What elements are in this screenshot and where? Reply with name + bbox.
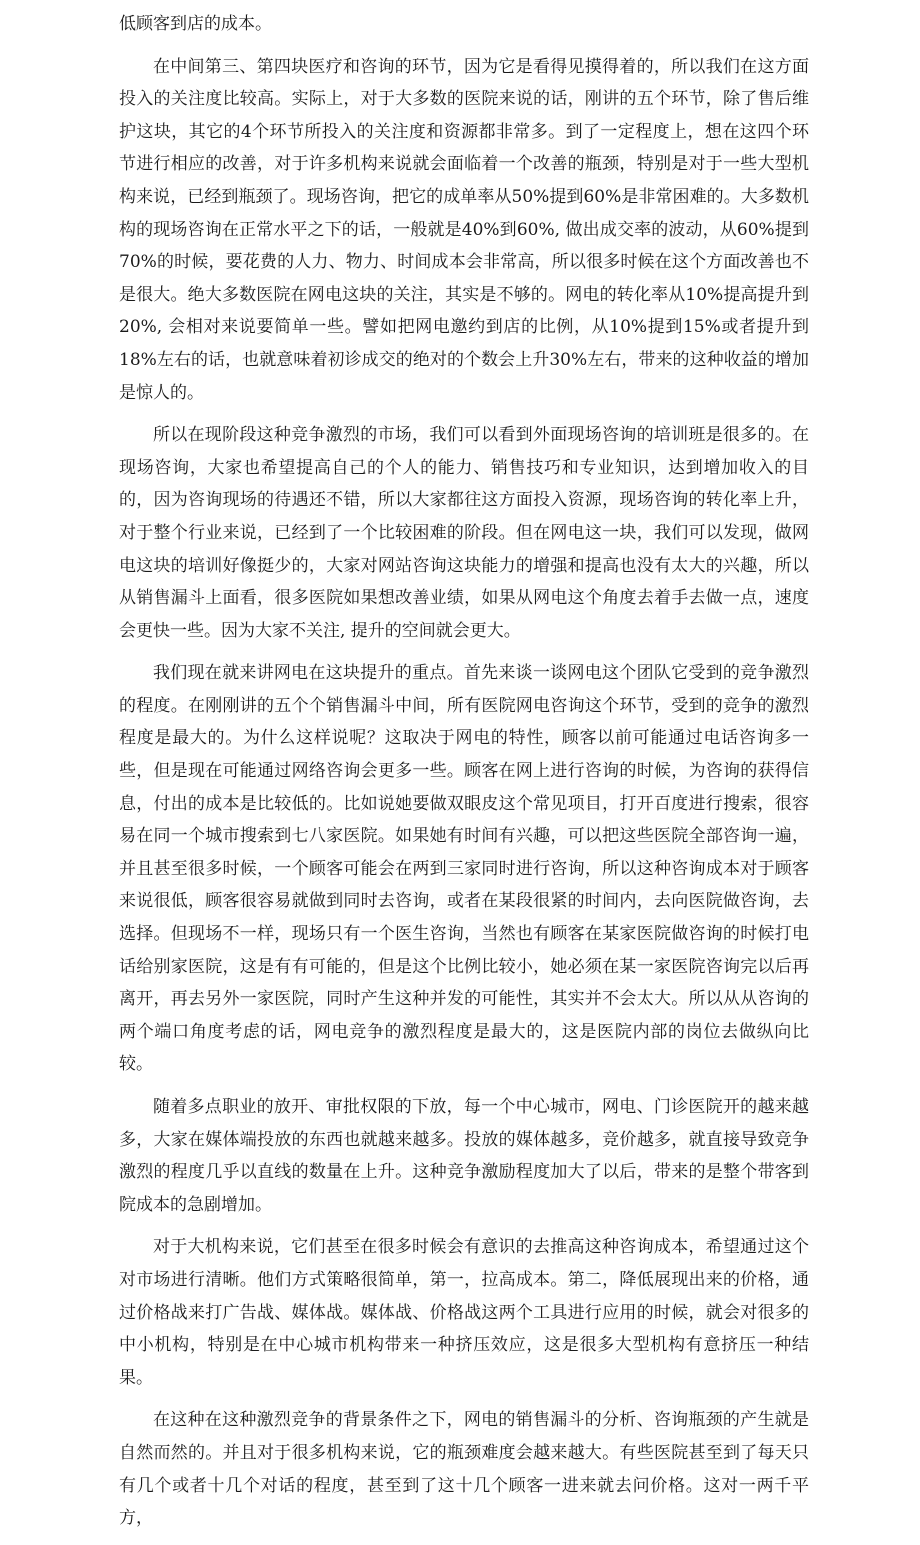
paragraph-sales-funnel: 在这种在这种激烈竞争的背景条件之下，网电的销售漏斗的分析、咨询瓶颈的产生就是自然而然的。并且对于很多机构来说，它的瓶颈难度会越来越大。有些医院甚至到了每天只有几个或者十几个对话的程度，甚至到了这十几个顾客一进来就去问价格。这对一两千平方，	[119, 1410, 809, 1529]
paragraph-consultation-focus: 在中间第三、第四块医疗和咨询的环节，因为它是看得见摸得着的，所以我们在这方面投入的关注度比较高。实际上，对于大多数的医院来说的话，刚讲的五个环节，除了售后维护这块，其它的4个环节所投入的关注度和资源都非常多。到了一定程度上，想在这四个环节进行相应的改善，对于许多机构来说就会面临着一个改善的瓶颈，特别是对于一些大型机构来说，已经到瓶颈了。现场咨询，把它的成单率从50%提到60%是非常困难的。大多数机构的现场咨询在正常水平之下的话，一般就是40%到60%, 做出成交率的波动，从60%提到70%的时候，要花费的人力、物力、时间成本会非常高，所以很多时候在这个方面改善也不是很大。绝大多数医院在网电这块的关注，其实是不够的。网电的转化率从10%提高提升到20%, 会相对来说要简单一些。譬如把网电邀约到店的比例，从10%提到15%或者提升到18%左右的话，也就意味着初诊成交的绝对的个数会上升30%左右，带来的这种收益的增加是惊人的。	[119, 56, 809, 403]
paragraph-large-institutions: 对于大机构来说，它们甚至在很多时候会有意识的去推高这种咨询成本，希望通过这个对市场进行清晰。他们方式策略很简单，第一，拉高成本。第二，降低展现出来的价格，通过价格战来打广告战、媒体战。媒体战、价格战这两个工具进行应用的时候，就会对很多的中小机构，特别是在中心城市机构带来一种挤压效应，这是很多大型机构有意挤压一种结果。	[119, 1237, 809, 1388]
paragraph-online-competition: 我们现在就来讲网电在这块提升的重点。首先来谈一谈网电这个团队它受到的竞争激烈的程度。在刚刚讲的五个个销售漏斗中间，所有医院网电咨询这个环节，受到的竞争的激烈程度是最大的。为什么这样说呢？这取决于网电的特性，顾客以前可能通过电话咨询多一些，但是现在可能通过网络咨询会更多一些。顾客在网上进行咨询的时候，为咨询的获得信息，付出的成本是比较低的。比如说她要做双眼皮这个常见项目，打开百度进行搜索，很容易在同一个城市搜索到七八家医院。如果她有时间有兴趣，可以把这些医院全部咨询一遍，并且甚至很多时候，一个顾客可能会在两到三家同时进行咨询，所以这种咨询成本对于顾客来说很低，顾客很容易就做到同时去咨询，或者在某段很紧的时间内，去向医院做咨询，去选择。但现场不一样，现场只有一个医生咨询，当然也有顾客在某家医院做咨询的时候打电话给别家医院，这是有有可能的，但是这个比例比较小，她必须在某一家医院咨询完以后再离开，再去另外一家医院，同时产生这种并发的可能性，其实并不会太大。所以从从咨询的两个端口角度考虑的话，网电竞争的激烈程度是最大的，这是医院内部的岗位去做纵向比较。	[119, 663, 809, 1075]
paragraph-media-spending: 随着多点职业的放开、审批权限的下放，每一个中心城市，网电、门诊医院开的越来越多，大家在媒体端投放的东西也就越来越多。投放的媒体越多，竞价越多，就直接导致竞争激烈的程度几乎以直线的数量在上升。这种竞争激励程度加大了以后，带来的是整个带客到院成本的急剧增加。	[119, 1097, 809, 1215]
document-body	[119, 8, 809, 1545]
paragraph-continuation: 低顾客到店的成本。	[119, 14, 272, 34]
paragraph-training-market: 所以在现阶段这种竞争激烈的市场，我们可以看到外面现场咨询的培训班是很多的。在现场咨询，大家也希望提高自己的个人的能力、销售技巧和专业知识，达到增加收入的目的，因为咨询现场的待遇还不错，所以大家都往这方面投入资源，现场咨询的转化率上升，对于整个行业来说，已经到了一个比较困难的阶段。但在网电这一块，我们可以发现，做网电这块的培训好像挺少的，大家对网站咨询这块能力的增强和提高也没有太大的兴趣，所以从销售漏斗上面看，很多医院如果想改善业绩，如果从网电这个角度去着手去做一点，速度会更快一些。因为大家不关注, 提升的空间就会更大。	[119, 425, 809, 641]
